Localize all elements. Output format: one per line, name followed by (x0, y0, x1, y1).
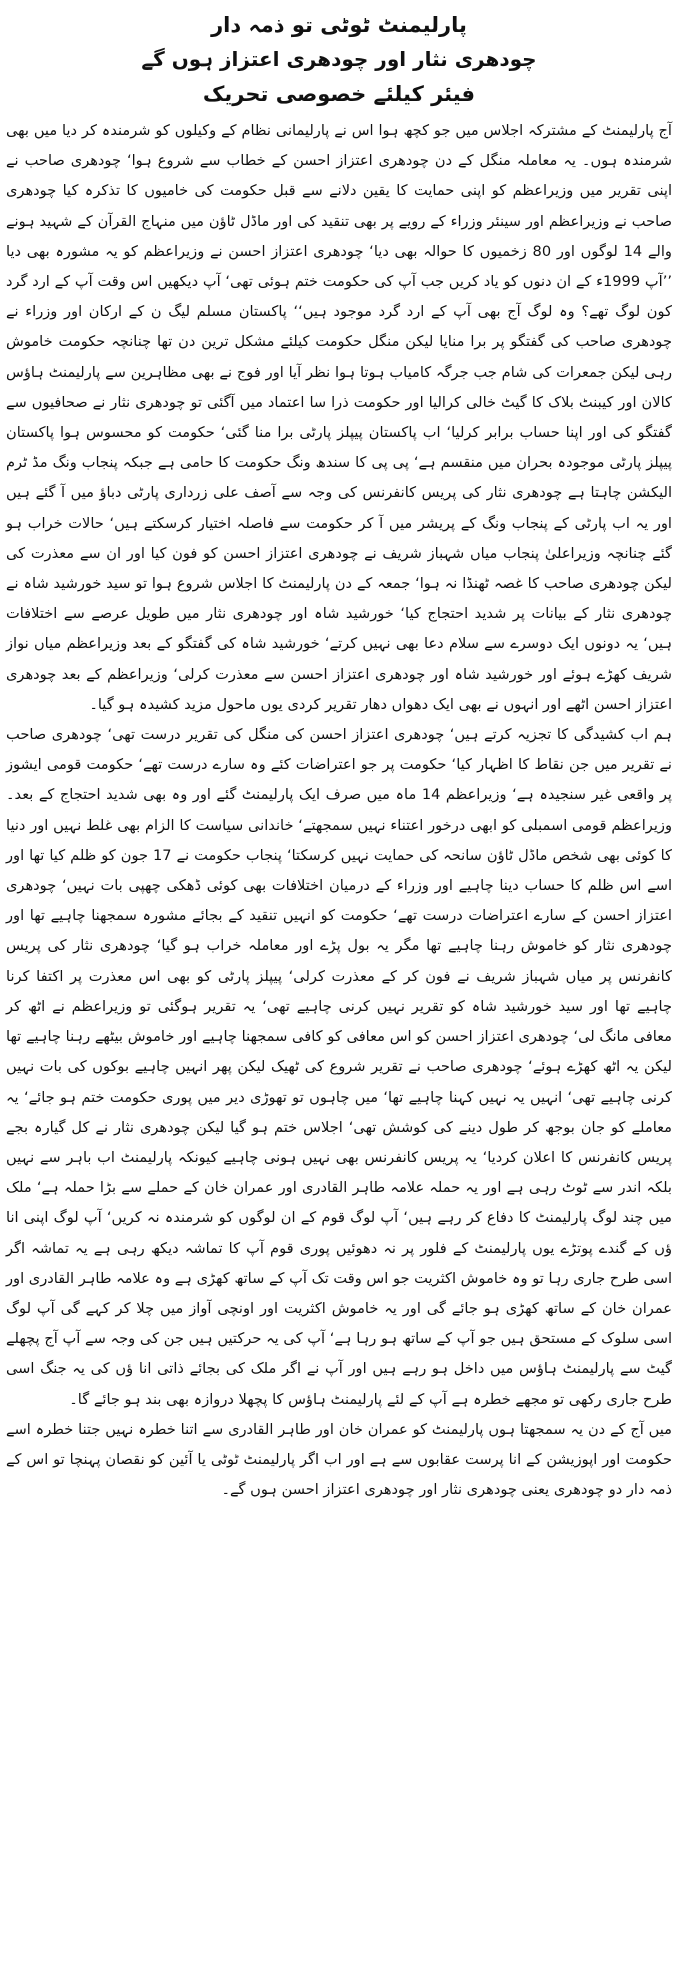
paragraph-1: آج پارلیمنٹ کے مشترکہ اجلاس میں جو کچھ ہوا اس نے پارلیمانی نظام کے وکیلوں کو شرمندہ کر دیا میں بھی شرمندہ ہوں۔ یہ معاملہ منگل کے دن چودھری اعتزاز احسن کے خطاب سے شروع ہوا‘ چودھری صاحب نے اپنی تقریر میں وزیراعظم کو اپنی حمایت کا یقین دلانے سے قبل حکومت کی خامیوں کا تذکرہ کیا چودھری صاحب نے وزیراعظم اور سینئر وزراء کے رویے پر بھی تنقید کی اور ماڈل ٹاؤن میں منہاج القرآن کے شہید ہونے والے 14 لوگوں اور 80 زخمیوں کا حوالہ بھی دیا‘ چودھری اعتزاز احسن نے وزیراعظم کو یہ مشورہ بھی دیا ’’آپ 1999ء کے ان دنوں کو یاد کریں جب آپ کی حکومت ختم ہوئی تھی‘ آپ دیکھیں اس وقت آپ کے ارد گرد کون لوگ تھے؟ وہ لوگ آج بھی آپ کے ارد گرد موجود ہیں‘‘ پاکستان مسلم لیگ ن کے ارکان اور وزراء نے چودھری صاحب کی گفتگو پر برا منایا لیکن منگل حکومت کیلئے مشکل ترین دن تھا چنانچہ حکومت خاموش رہی لیکن جمعرات کی شام جب جرگہ کامیاب ہوتا ہوا نظر آیا اور فوج نے بھی مظاہرین سے پارلیمنٹ ہاؤس کالان اور کیبنٹ بلاک کا گیٹ خالی کرالیا اور حکومت ذرا سا اعتماد میں آگئی تو چودھری نثار نے صحافیوں سے گفتگو کی اور اپنا حساب برابر کرلیا‘ اب پاکستان پیپلز پارٹی برا منا گئی‘ حکومت کو محسوس ہوا پاکستان پیپلز پارٹی موجودہ بحران میں منقسم ہے‘ پی پی کا سندھ ونگ حکومت کا حامی ہے جبکہ پنجاب ونگ مڈ ٹرم الیکشن چاہتا ہے چودھری نثار کی پریس کانفرنس کی وجہ سے آصف علی زرداری پارٹی دباؤ میں آ گئے ہیں اور یہ اب پارٹی کے پنجاب ونگ کے پریشر میں آ کر حکومت سے فاصلہ اختیار کرسکتے ہیں‘ حالات خراب ہو گئے چنانچہ وزیراعلیٰ پنجاب میاں شہباز شریف نے چودھری اعتزاز احسن کو فون کیا اور ان سے معذرت کی لیکن چودھری صاحب کا غصہ ٹھنڈا نہ ہوا‘ جمعہ کے دن پارلیمنٹ کا اجلاس شروع ہوا تو سید خورشید شاہ نے چودھری نثار کے بیانات پر شدید احتجاج کیا‘ خورشید شاہ اور چودھری نثار میں طویل عرصے سے اختلافات ہیں‘ یہ دونوں ایک دوسرے سے سلام دعا بھی نہیں کرتے‘ خورشید شاہ کی گفتگو کے بعد وزیراعظم میاں نواز شریف کھڑے ہوئے اور خورشید شاہ اور چودھری اعتزاز احسن سے معذرت کرلی‘ وزیراعظم کے بعد چودھری اعتزاز احسن اٹھے اور انہوں نے بھی ایک دھواں دھار تقریر کردی یوں ماحول مزید کشیدہ ہو گیا۔ (6, 122, 672, 713)
paragraph-2: ہم اب کشیدگی کا تجزیہ کرتے ہیں‘ چودھری اعتزاز احسن کی منگل کی تقریر درست تھی‘ چودھری صاحب نے تقریر میں جن نقاط کا اظہار کیا‘ حکومت پر جو اعتراضات کئے وہ سارے درست تھے‘ حکومت قومی ایشوز پر واقعی غیر سنجیدہ ہے‘ وزیراعظم 14 ماہ میں صرف ایک پارلیمنٹ گئے اور وہ بھی شدید احتجاج کے بعد۔ وزیراعظم قومی اسمبلی کو ابھی درخور اعتناء نہیں سمجھتے‘ خاندانی سیاست کا الزام بھی غلط نہیں اور دنیا کا کوئی بھی شخص ماڈل ٹاؤن سانحہ کی حمایت نہیں کرسکتا‘ پنجاب حکومت نے 17 جون کو ظلم کیا تھا اور اسے اس ظلم کا حساب دینا چاہیے اور وزراء کے درمیان اختلافات بھی کوئی ڈھکی چھپی بات نہیں‘ چودھری اعتزاز احسن کے سارے اعتراضات درست تھے‘ حکومت کو انہیں تنقید کے بجائے مشورہ سمجھنا چاہیے تھا اور چودھری نثار کو خاموش رہنا چاہیے تھا مگر یہ بول پڑے اور معاملہ خراب ہو گیا‘ چودھری نثار کی پریس کانفرنس پر میاں شہباز شریف نے فون کر کے معذرت کرلی‘ پیپلز پارٹی کو بھی اس معذرت پر اکتفا کرنا چاہیے تھا اور سید خورشید شاہ کو تقریر نہیں کرنی چاہیے تھی‘ یہ تقریر ہوگئی تو وزیراعظم نے اٹھ کر معافی مانگ لی‘ چودھری اعتزاز احسن کو اس معافی کو کافی سمجھنا چاہیے اور خاموش بیٹھے رہنا چاہیے تھا لیکن یہ اٹھ کھڑے ہوئے‘ چودھری صاحب نے تقریر شروع کی ٹھیک لیکن پھر انہیں چاہیے بوکوں کی بات نہیں کرنی چاہیے تھی‘ انہیں یہ نہیں کہنا چاہیے تھا‘ میں چاہوں تو تھوڑی دیر میں پوری حکومت ختم ہو جائے‘ یہ معاملے کو جان بوجھ کر طول دینے کی کوشش تھی‘ اجلاس ختم ہو گیا لیکن چودھری نثار نے کل گیارہ بجے پریس کانفرنس کا اعلان کردیا‘ یہ پریس کانفرنس بھی نہیں ہونی چاہیے کیونکہ پارلیمنٹ اب باہر سے نہیں بلکہ اندر سے ٹوٹ رہی ہے اور یہ حملہ علامہ طاہر القادری اور عمران خان کے حملے سے بڑا حملہ ہے‘ ملک میں چند لوگ پارلیمنٹ کا دفاع کر رہے ہیں‘ آپ لوگ قوم کے ان لوگوں کو شرمندہ نہ کریں‘ آپ لوگ اپنی انا ؤں کے گندے پوتڑے یوں پارلیمنٹ کے فلور پر نہ دھوئیں پوری قوم آپ کا تماشہ دیکھ رہی ہے یہ تماشہ اگر اسی طرح جاری رہا تو وہ خاموش اکثریت جو اس وقت تک آپ کے ساتھ کھڑی ہے وہ علامہ طاہر القادری اور عمران خان کے ساتھ کھڑی ہو جائے گی اور یہ خاموش اکثریت اور اونچی آواز میں چلا کر کہے گی آپ لوگ اسی سلوک کے مستحق ہیں جو آپ کے ساتھ ہو رہا ہے‘ آپ کی یہ حرکتیں ہیں جن کی وجہ سے آپ آج پچھلے گیٹ سے پارلیمنٹ ہاؤس میں داخل ہو رہے ہیں اور آپ نے اگر ملک کی بجائے ذاتی انا ؤں کی یہ جنگ اسی طرح جاری رکھی تو مجھے خطرہ ہے آپ کے لئے پارلیمنٹ ہاؤس کا پچھلا دروازہ بھی بند ہو جائے گا۔ (6, 726, 672, 1408)
headline-line-2: چودھری نثار اور چودھری اعتزاز ہوں گے (141, 47, 537, 71)
headline-block (6, 8, 672, 112)
headline-line-3: فیئر کیلئے خصوصی تحریک (202, 82, 476, 106)
article-body (6, 116, 672, 1505)
paragraph-3: میں آج کے دن یہ سمجھتا ہوں پارلیمنٹ کو عمران خان اور طاہر القادری سے اتنا خطرہ نہیں جتنا خطرہ اسے حکومت اور اپوزیشن کے انا پرست عقابوں سے ہے اور اب اگر پارلیمنٹ ٹوٹی یا آئین کو نقصان پہنچا تو اس کے ذمہ دار دو چودھری یعنی چودھری نثار اور چودھری اعتزاز احسن ہوں گے۔ (6, 1420, 672, 1499)
headline-line-1: پارلیمنٹ ٹوٹی تو ذمہ دار (211, 13, 467, 37)
